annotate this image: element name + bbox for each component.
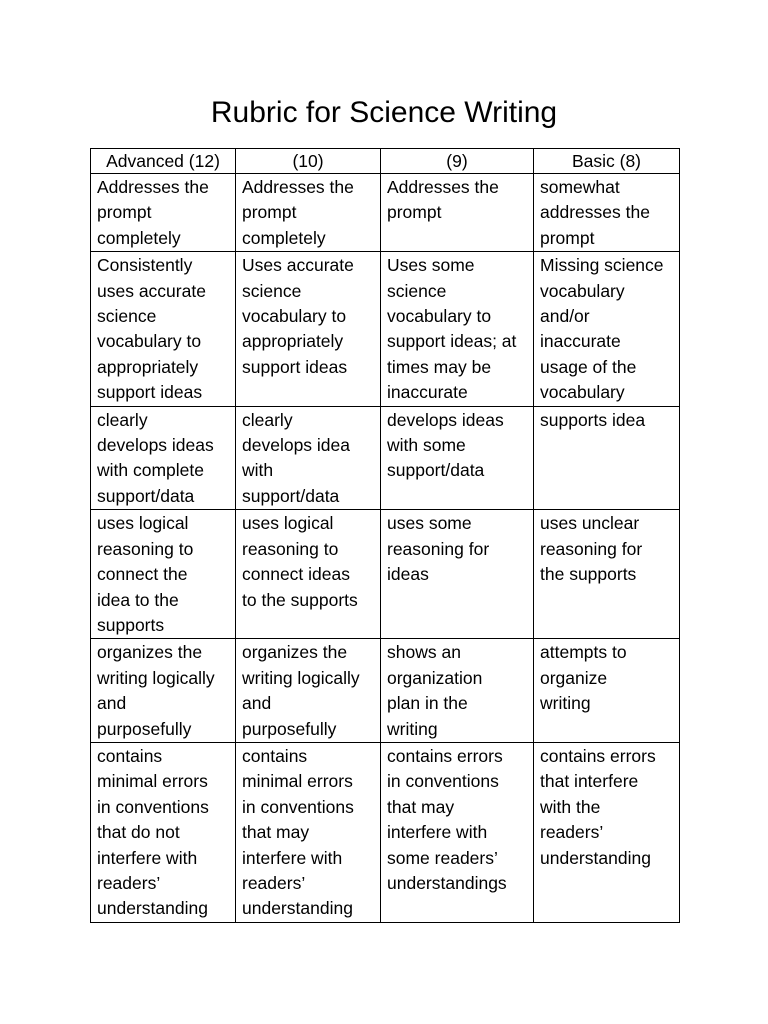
rubric-body [91, 174, 680, 923]
cell-text-line: minimal errors [97, 771, 208, 792]
rubric-cell-score-9 [381, 639, 534, 743]
cell-text-line: contains [97, 745, 163, 766]
cell-text-line: writing [387, 718, 438, 739]
cell-text-line: inaccurate [387, 382, 468, 403]
cell-text-line: science [387, 280, 447, 301]
cell-text-line: and [97, 693, 127, 714]
cell-text-line: connect ideas [242, 564, 350, 585]
cell-text-line: vocabulary to [242, 306, 347, 327]
cell-text-line: that do not [97, 822, 180, 843]
cell-text-line: times may be [387, 356, 492, 377]
cell-text-line: prompt [97, 202, 152, 223]
rubric-cell-advanced [91, 639, 236, 743]
cell-text-line: plan in the [387, 693, 468, 714]
cell-text-line: uses logical [97, 513, 189, 534]
cell-text-line: uses logical [242, 513, 334, 534]
cell-text-line: clearly [97, 409, 148, 430]
cell-text-line: science [242, 280, 302, 301]
cell-text-line: that may [242, 822, 310, 843]
cell-text-line: clearly [242, 409, 293, 430]
rubric-cell-score-9 [381, 406, 534, 510]
rubric-cell-basic [534, 510, 680, 639]
rubric-table [90, 148, 680, 923]
cell-text-line: with some [387, 435, 466, 456]
rubric-cell-basic [534, 639, 680, 743]
cell-text-line: science [97, 306, 157, 327]
cell-text-line: readers’ [242, 872, 306, 893]
cell-text-line: in conventions [242, 796, 354, 817]
table-row [91, 742, 680, 922]
cell-text-line: organizes the [97, 642, 203, 663]
rubric-cell-basic [534, 174, 680, 252]
cell-text-line: inaccurate [540, 331, 621, 352]
cell-text-line: in conventions [387, 771, 499, 792]
cell-text-line: with [242, 460, 274, 481]
cell-text-line: Uses some [387, 255, 475, 276]
cell-text-line: minimal errors [242, 771, 353, 792]
cell-text-line: connect the [97, 564, 188, 585]
cell-text-line: develops idea [242, 435, 350, 456]
cell-text-line: Consistently [97, 255, 193, 276]
cell-text-line: uses some [387, 513, 472, 534]
cell-text-line: vocabulary [540, 280, 625, 301]
cell-text-line: supports idea [540, 409, 646, 430]
cell-text-line: prompt [242, 202, 297, 223]
cell-text-line: somewhat [540, 177, 620, 197]
cell-text-line: contains errors [540, 745, 656, 766]
cell-text-line: uses unclear [540, 513, 640, 534]
rubric-cell-advanced [91, 510, 236, 639]
rubric-cell-score-9 [381, 510, 534, 639]
rubric-cell-score-10 [236, 252, 381, 406]
cell-text-line: the supports [540, 564, 637, 585]
cell-text-line: interfere with [387, 822, 488, 843]
header-9: (9) [381, 149, 534, 174]
cell-text-line: contains errors [387, 745, 503, 766]
cell-text-line: support/data [97, 485, 195, 506]
cell-text-line: Addresses the [97, 177, 209, 197]
cell-text-line: organize [540, 667, 608, 688]
cell-text-line: that interfere [540, 771, 639, 792]
cell-text-line: vocabulary to [97, 331, 202, 352]
rubric-cell-score-10 [236, 639, 381, 743]
cell-text-line: Addresses the [242, 177, 354, 197]
cell-text-line: purposefully [242, 718, 337, 739]
cell-text-line: interfere with [242, 847, 343, 868]
cell-text-line: organization [387, 667, 483, 688]
rubric-cell-score-10 [236, 742, 381, 922]
cell-text-line: understanding [242, 898, 353, 919]
rubric-header [91, 149, 680, 174]
rubric-cell-score-9 [381, 174, 534, 252]
table-row [91, 174, 680, 252]
cell-text-line: with the [540, 796, 601, 817]
cell-text-line: completely [242, 227, 326, 248]
cell-text-line: support/data [387, 460, 485, 481]
cell-text-line: purposefully [97, 718, 192, 739]
cell-text-line: addresses the [540, 202, 650, 223]
cell-text-line: completely [97, 227, 181, 248]
rubric-cell-score-9 [381, 742, 534, 922]
cell-text-line: reasoning to [242, 538, 339, 559]
rubric-cell-score-10 [236, 406, 381, 510]
rubric-cell-score-10 [236, 510, 381, 639]
cell-text-line: understanding [540, 847, 651, 868]
cell-text-line: Addresses the [387, 177, 499, 197]
cell-text-line: understanding [97, 898, 208, 919]
table-row [91, 406, 680, 510]
header-basic: Basic (8) [534, 149, 680, 174]
cell-text-line: appropriately [97, 356, 199, 377]
cell-text-line: attempts to [540, 642, 627, 663]
cell-text-line: supports [97, 614, 165, 635]
cell-text-line: writing [540, 693, 591, 714]
cell-text-line: writing logically [242, 667, 360, 688]
cell-text-line: organizes the [242, 642, 348, 663]
cell-text-line: usage of the [540, 356, 637, 377]
rubric-cell-advanced [91, 252, 236, 406]
cell-text-line: vocabulary to [387, 306, 492, 327]
cell-text-line: with complete [97, 460, 204, 481]
table-row [91, 252, 680, 406]
cell-text-line: readers’ [540, 822, 604, 843]
cell-text-line: Uses accurate [242, 255, 354, 276]
cell-text-line: in conventions [97, 796, 209, 817]
cell-text-line: and/or [540, 306, 590, 327]
cell-text-line: understandings [387, 872, 507, 893]
rubric-cell-advanced [91, 406, 236, 510]
page-title: Rubric for Science Writing [210, 96, 558, 129]
header-row [91, 149, 680, 174]
cell-text-line: support/data [242, 485, 340, 506]
table-row [91, 639, 680, 743]
rubric-cell-basic [534, 742, 680, 922]
cell-text-line: readers’ [97, 872, 161, 893]
cell-text-line: shows an [387, 642, 461, 663]
cell-text-line: contains [242, 745, 308, 766]
cell-text-line: vocabulary [540, 382, 625, 403]
cell-text-line: some readers’ [387, 847, 498, 868]
cell-text-line: and [242, 693, 272, 714]
rubric-cell-score-9 [381, 252, 534, 406]
cell-text-line: that may [387, 796, 455, 817]
cell-text-line: reasoning to [97, 538, 194, 559]
cell-text-line: to the supports [242, 589, 358, 610]
header-10: (10) [236, 149, 381, 174]
header-advanced: Advanced (12) [91, 149, 236, 174]
rubric-cell-basic [534, 406, 680, 510]
rubric-cell-score-10 [236, 174, 381, 252]
cell-text-line: develops ideas [387, 409, 504, 430]
rubric-cell-advanced [91, 742, 236, 922]
cell-text-line: support ideas; at [387, 331, 517, 352]
cell-text-line: writing logically [97, 667, 215, 688]
cell-text-line: ideas [387, 564, 429, 585]
cell-text-line: Missing science [540, 255, 664, 276]
cell-text-line: support ideas [97, 382, 203, 403]
cell-text-line: reasoning for [387, 538, 490, 559]
cell-text-line: interfere with [97, 847, 198, 868]
cell-text-line: idea to the [97, 589, 179, 610]
cell-text-line: support ideas [242, 356, 348, 377]
cell-text-line: uses accurate [97, 280, 206, 301]
cell-text-line: appropriately [242, 331, 344, 352]
cell-text-line: prompt [387, 202, 442, 223]
rubric-cell-advanced [91, 174, 236, 252]
cell-text-line: reasoning for [540, 538, 643, 559]
rubric-cell-basic [534, 252, 680, 406]
cell-text-line: prompt [540, 227, 595, 248]
table-row [91, 510, 680, 639]
cell-text-line: develops ideas [97, 435, 214, 456]
